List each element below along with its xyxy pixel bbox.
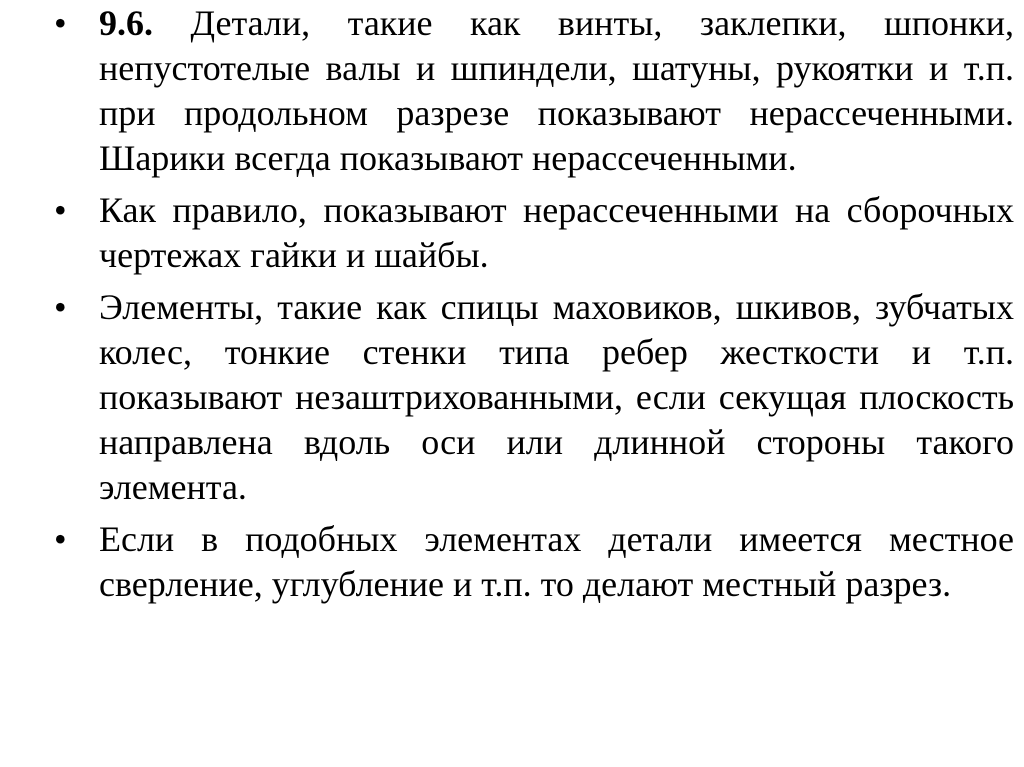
bullet-item-3 <box>54 285 1014 510</box>
bullet-marker: • <box>54 3 67 43</box>
bullet-item-4 <box>54 517 1014 607</box>
bullet-text-1-body: Детали, такие как винты, заклепки, шпонки, непустотелые валы и шпиндели, шатуны, рукоятки и т.п. при продольном разрезе показывают нерассеченными. Шарики всегда показывают нерассеченными. <box>99 3 1014 178</box>
bullet-marker: • <box>54 519 67 559</box>
bullet-text-3: Элементы, такие как спицы маховиков, шкивов, зубчатых колес, тонкие стенки типа ребер жесткости и т.п. показывают незаштрихованными, если секущая плоскость направлена вдоль оси или длинной стороны такого элемента. <box>99 287 1014 507</box>
bullet-list <box>54 1 1014 614</box>
bullet-text-4: Если в подобных элементах детали имеется местное сверление, углубление и т.п. то делают местный разрез. <box>99 519 1014 604</box>
bullet-marker: • <box>54 190 67 230</box>
section-number: 9.6. <box>99 3 153 43</box>
bullet-item-1 <box>54 1 1014 181</box>
bullet-marker: • <box>54 287 67 327</box>
bullet-text-2: Как правило, показывают нерассеченными на сборочных чертежах гайки и шайбы. <box>99 190 1014 275</box>
bullet-text-1 <box>99 1 1014 181</box>
bullet-item-2 <box>54 188 1014 278</box>
